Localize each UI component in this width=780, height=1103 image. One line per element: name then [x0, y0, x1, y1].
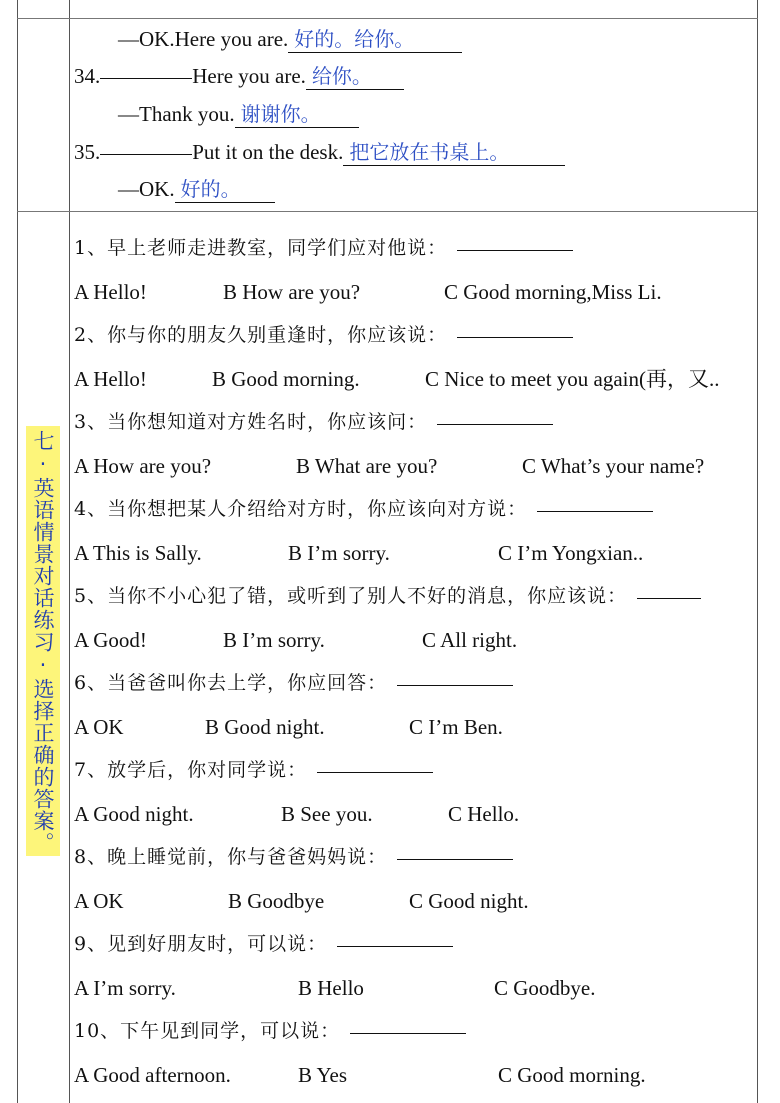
- dialogue-prompt: —Thank you.: [118, 102, 235, 126]
- answer-field: 好的。给你。: [288, 26, 462, 53]
- dialogue-row-4: [74, 138, 565, 166]
- blank-dash: [100, 64, 192, 79]
- option-c: C All right.: [422, 628, 518, 652]
- answer-blank: [637, 597, 701, 599]
- question-1: 1、早上老师走进教室，同学们应对他说：: [74, 234, 573, 262]
- dialogue-row-3: [118, 100, 359, 128]
- dialogue-prompt: —OK.: [118, 177, 175, 201]
- blank-dash: [100, 140, 192, 155]
- answer-field: 好的。: [175, 176, 275, 203]
- option-a: A Good!: [74, 628, 147, 652]
- answer-blank: [537, 510, 653, 512]
- question-3: 3、当你想知道对方姓名时，你应该问：: [74, 408, 553, 436]
- option-c: C Good morning,Miss Li.: [444, 280, 662, 304]
- answer-blank: [317, 771, 433, 773]
- option-b: B Good morning.: [212, 367, 360, 391]
- table-column-divider: [69, 0, 70, 1103]
- option-b: B Goodbye: [228, 889, 325, 913]
- table-left-border: [17, 0, 18, 1103]
- answer-blank: [437, 423, 553, 425]
- option-c: C I’m Yongxian..: [498, 541, 644, 565]
- option-b: B Hello: [298, 976, 364, 1000]
- answer-blank: [350, 1032, 466, 1034]
- option-c: C Good morning.: [498, 1063, 646, 1087]
- question-2: 2、你与你的朋友久别重逢时，你应该说：: [74, 321, 573, 349]
- option-a: A This is Sally.: [74, 541, 202, 565]
- option-c: C What’s your name?: [522, 454, 705, 478]
- option-a: A OK: [74, 889, 124, 913]
- question-10: 10、下午见到同学，可以说：: [74, 1017, 466, 1045]
- answer-field: 谢谢你。: [235, 101, 359, 128]
- answer-blank: [397, 858, 513, 860]
- dialogue-row-2: [74, 62, 404, 90]
- question-7: 7、放学后，你对同学说：: [74, 756, 433, 784]
- option-b: B Yes: [298, 1063, 348, 1087]
- option-a: A Good night.: [74, 802, 194, 826]
- option-b: B See you.: [281, 802, 373, 826]
- option-a: A How are you?: [74, 454, 212, 478]
- section-title: 七·英语情景对话练习·选择正确的答案。: [31, 430, 55, 854]
- question-number: 34.: [74, 64, 101, 88]
- dialogue-prompt: Put it on the desk.: [192, 140, 344, 164]
- table-top-border: [17, 18, 758, 19]
- question-8: 8、晚上睡觉前，你与爸爸妈妈说：: [74, 843, 513, 871]
- question-6: 6、当爸爸叫你去上学，你应回答：: [74, 669, 513, 697]
- question-number: 35.: [74, 140, 101, 164]
- answer-field: 把它放在书桌上。: [343, 139, 565, 166]
- option-c: C Nice to meet you again(再，又..: [425, 367, 720, 391]
- answer-blank: [457, 249, 573, 251]
- option-a: A Hello!: [74, 367, 147, 391]
- answer-field: 给你。: [306, 63, 404, 90]
- section-label: [26, 426, 60, 856]
- question-9: 9、见到好朋友时，可以说：: [74, 930, 453, 958]
- dialogue-row-5: [118, 175, 275, 203]
- option-b: B What are you?: [296, 454, 438, 478]
- option-a: A Hello!: [74, 280, 147, 304]
- option-b: B Good night.: [205, 715, 325, 739]
- option-b: B I’m sorry.: [288, 541, 390, 565]
- answer-blank: [397, 684, 513, 686]
- option-a: A Good afternoon.: [74, 1063, 231, 1087]
- dialogue-prompt: Here you are.: [192, 64, 306, 88]
- option-c: C I’m Ben.: [409, 715, 503, 739]
- option-c: C Good night.: [409, 889, 529, 913]
- dialogue-prompt: —OK.Here you are.: [118, 27, 289, 51]
- question-5: 5、当你不小心犯了错，或听到了别人不好的消息，你应该说：: [74, 582, 701, 610]
- option-a: A I’m sorry.: [74, 976, 176, 1000]
- option-c: C Goodbye.: [494, 976, 596, 1000]
- question-4: 4、当你想把某人介绍给对方时，你应该向对方说：: [74, 495, 653, 523]
- option-b: B I’m sorry.: [223, 628, 325, 652]
- table-right-border: [757, 0, 758, 1103]
- answer-blank: [337, 945, 453, 947]
- dialogue-row-1: [118, 25, 462, 53]
- option-a: A OK: [74, 715, 124, 739]
- option-c: C Hello.: [448, 802, 520, 826]
- option-b: B How are you?: [223, 280, 361, 304]
- answer-blank: [457, 336, 573, 338]
- table-row-divider: [17, 211, 758, 212]
